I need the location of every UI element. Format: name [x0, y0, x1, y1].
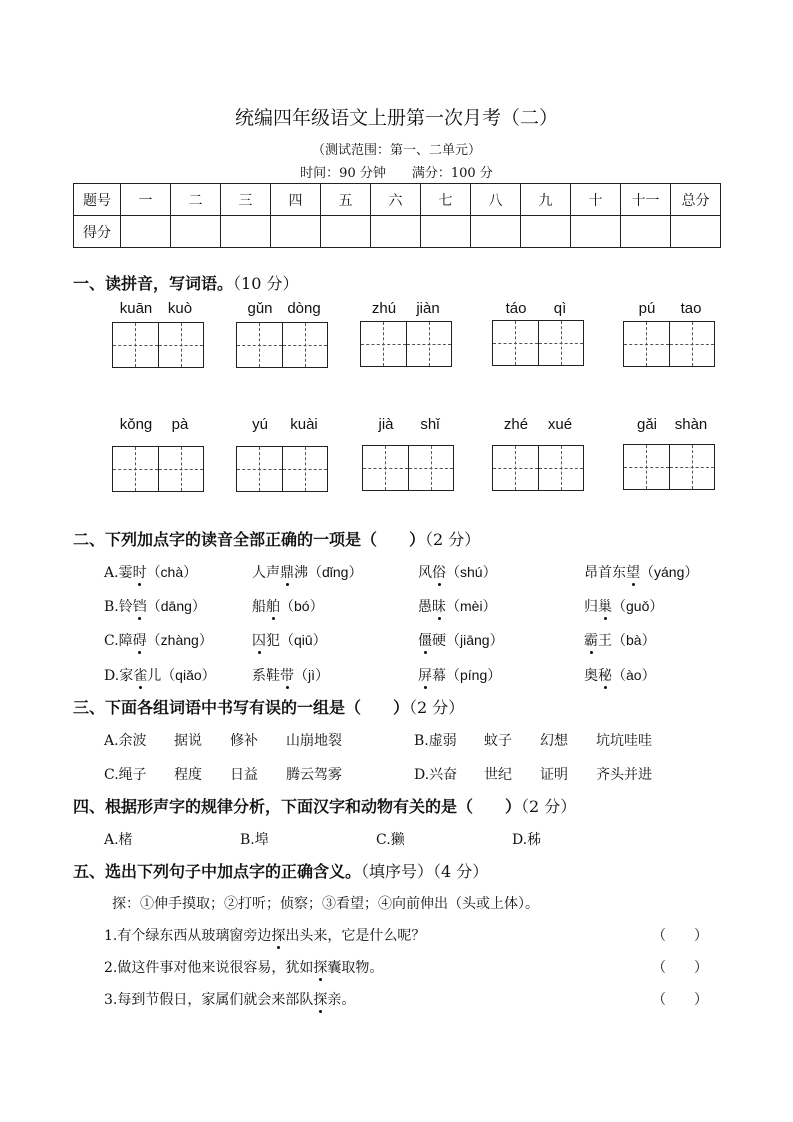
- score-input-cell[interactable]: [171, 216, 221, 248]
- section2-option: [252, 596, 324, 616]
- pinyin-syllable: dòng: [287, 300, 321, 317]
- option-word: 昂首东: [584, 565, 626, 581]
- sentence-3: [104, 989, 355, 1009]
- option-letter: B.: [104, 599, 119, 615]
- writing-grid[interactable]: [236, 446, 328, 492]
- section2-option: [418, 665, 501, 685]
- pinyin-syllable: zhú: [371, 300, 397, 317]
- option-word: 日益: [230, 767, 258, 783]
- pinyin-syllable: xué: [547, 416, 573, 433]
- option-pinyin: （zhàng）: [146, 632, 213, 648]
- option-word: 蚊子: [484, 733, 512, 749]
- option-word: 坑坑哇哇: [596, 733, 652, 749]
- dotted-char: 望: [626, 565, 640, 581]
- section2-option: [252, 665, 329, 685]
- pinyin-2: [236, 300, 328, 317]
- option-word: 硬: [432, 633, 446, 649]
- score-cell: 一: [121, 184, 171, 216]
- pinyin-syllable: kǒng: [119, 416, 153, 433]
- option-letter: C.: [104, 633, 119, 649]
- pinyin-10: [623, 416, 715, 433]
- answer-blank[interactable]: （ ）: [652, 928, 708, 944]
- score-cell: 题号: [74, 184, 121, 216]
- page-title: 统编四年级语文上册第一次月考（二）: [234, 107, 558, 129]
- option-pinyin: （shú）: [446, 564, 497, 580]
- section3-title: 三、下面各组词语中书写有误的一组是（ ）: [73, 698, 410, 717]
- pinyin-syllable: zhé: [503, 416, 529, 433]
- section4-title: 四、根据形声字的规律分析，下面汉字和动物有关的是（ ）: [73, 797, 522, 816]
- sentence-text: 3.每到节假日，家属们就会来部队: [104, 992, 314, 1008]
- option-word: 障: [118, 633, 133, 649]
- option-pinyin: （guǒ）: [612, 598, 664, 614]
- dotted-char: 探: [313, 992, 328, 1008]
- dotted-char: 俗: [432, 565, 446, 581]
- dotted-char: 探: [313, 960, 328, 976]
- option-word: 证明: [540, 767, 568, 783]
- option-word: 铃: [118, 599, 133, 615]
- section4-option-a[interactable]: A.楮: [104, 832, 133, 848]
- section2-points: （2 分）: [425, 530, 481, 549]
- exam-time: 时间：90 分钟: [300, 166, 386, 181]
- score-input-cell[interactable]: [671, 216, 721, 248]
- option-word: 风: [418, 565, 432, 581]
- option-letter: A.: [104, 565, 119, 581]
- sentence-1: [104, 925, 425, 945]
- pinyin-9: [492, 416, 584, 433]
- option-word: D.兴奋: [414, 767, 458, 783]
- pinyin-syllable: yú: [252, 416, 268, 433]
- pinyin-syllable: táo: [505, 300, 527, 317]
- score-cell: 十一: [621, 184, 671, 216]
- sentence-2: [104, 957, 383, 977]
- score-cell: 六: [371, 184, 421, 216]
- score-cell: 七: [421, 184, 471, 216]
- option-word: 犯: [266, 633, 280, 649]
- section2-option[interactable]: [104, 665, 216, 685]
- section2-option[interactable]: [104, 562, 197, 582]
- pinyin-syllable: kuò: [167, 300, 193, 317]
- option-word: 愚: [418, 599, 432, 615]
- dotted-char: 僵: [418, 633, 432, 649]
- pinyin-4: [492, 300, 584, 317]
- section2-heading: [73, 527, 480, 550]
- section2-option: [584, 630, 656, 650]
- option-word: 沸: [294, 565, 308, 581]
- pinyin-syllable: gǔn: [247, 300, 273, 317]
- sentence-text: 2.做这件事对他来说很容易，犹如: [104, 960, 314, 976]
- option-word: A.余波: [104, 733, 147, 749]
- option-word: 家: [119, 668, 134, 684]
- section1-points: （10 分）: [233, 274, 299, 293]
- full-score: 满分：100 分: [411, 166, 493, 181]
- dotted-char: 秘: [598, 668, 612, 684]
- section2-option: [252, 630, 327, 650]
- section2-option: [584, 562, 698, 582]
- option-word: 山崩地裂: [286, 733, 342, 749]
- pinyin-1: [112, 300, 204, 317]
- score-input-cell[interactable]: [571, 216, 621, 248]
- dotted-char: 舶: [266, 599, 280, 615]
- option-pinyin: （yáng）: [640, 564, 699, 580]
- option-word: 腾云驾雾: [286, 767, 342, 783]
- pinyin-syllable: shǐ: [420, 416, 440, 433]
- option-pinyin: （jì）: [294, 667, 329, 683]
- score-cell: 三: [221, 184, 271, 216]
- dotted-char: 铛: [132, 599, 147, 615]
- section1-title: 一、读拼音，写词语。: [73, 274, 234, 293]
- dotted-char: 时: [132, 565, 147, 581]
- option-pinyin: （qiǎo）: [161, 667, 216, 683]
- score-cell: 四: [271, 184, 321, 216]
- section2-option: [584, 596, 663, 616]
- option-pinyin: （píng）: [446, 667, 502, 683]
- pinyin-syllable: jiàn: [416, 300, 440, 317]
- score-row-label: 得分: [74, 216, 121, 248]
- section5-title: 五、选出下列句子中加点字的正确含义。: [73, 862, 362, 881]
- option-word: 儿: [147, 668, 162, 684]
- option-word: 世纪: [484, 767, 512, 783]
- score-input-cell[interactable]: [221, 216, 271, 248]
- score-cell: 五: [321, 184, 371, 216]
- option-word: 幻想: [540, 733, 568, 749]
- score-input-cell[interactable]: [421, 216, 471, 248]
- section4-option-b[interactable]: B.埠: [240, 832, 269, 848]
- pinyin-syllable: pú: [638, 300, 656, 317]
- pinyin-3: [360, 300, 452, 317]
- writing-grid[interactable]: [112, 446, 204, 492]
- pinyin-5: [623, 300, 715, 317]
- option-pinyin: （mèi）: [446, 598, 497, 614]
- option-word: 系鞋: [252, 668, 280, 684]
- section5-hint: （填序号）: [361, 862, 434, 881]
- sentence-text: 1.有个绿东西从玻璃窗旁边: [104, 928, 272, 944]
- option-word: B.虚弱: [414, 733, 457, 749]
- answer-blank[interactable]: （ ）: [652, 960, 708, 976]
- score-input-cell[interactable]: [521, 216, 571, 248]
- option-word: 齐头并进: [596, 767, 652, 783]
- option-word: 归: [584, 599, 598, 615]
- option-pinyin: （bó）: [280, 598, 324, 614]
- pinyin-syllable: kuān: [119, 300, 153, 317]
- writing-grid[interactable]: [492, 320, 584, 366]
- time-and-score: [0, 162, 793, 181]
- section2-option[interactable]: [104, 596, 206, 616]
- dotted-char: 探: [271, 928, 286, 944]
- dotted-char: 囚: [252, 633, 266, 649]
- section2-option: [418, 596, 497, 616]
- pinyin-syllable: pà: [171, 416, 189, 433]
- score-input-cell[interactable]: [321, 216, 371, 248]
- option-word: 船: [252, 599, 266, 615]
- section2-title: 二、下列加点字的读音全部正确的一项是（ ）: [73, 530, 426, 549]
- section4-option-d[interactable]: D.秭: [512, 832, 542, 848]
- pinyin-syllable: gǎi: [636, 416, 658, 433]
- section5-heading: [73, 859, 488, 882]
- section2-option: [418, 562, 497, 582]
- section2-option: [584, 665, 656, 685]
- answer-blank[interactable]: （ ）: [652, 992, 708, 1008]
- sentence-text: 囊取物。: [327, 960, 384, 976]
- option-letter: D.: [104, 668, 120, 684]
- option-pinyin: （chà）: [146, 564, 198, 580]
- meanings-list: 探：①伸手摸取；②打听；侦察；③看望；④向前伸出（头或上体）。: [112, 896, 539, 912]
- writing-grid[interactable]: [236, 322, 328, 368]
- dotted-char: 鼎: [280, 565, 294, 581]
- sentence-text: 出头来，它是什么呢？: [285, 928, 426, 944]
- sentence-text: 亲。: [327, 992, 356, 1008]
- option-word: C.绳子: [104, 767, 147, 783]
- option-word: 奥: [584, 668, 598, 684]
- section4-heading: [73, 794, 576, 817]
- score-input-cell[interactable]: [471, 216, 521, 248]
- score-cell: 八: [471, 184, 521, 216]
- writing-grid[interactable]: [623, 321, 715, 367]
- option-pinyin: （jiāng）: [446, 632, 504, 648]
- option-word: 人声: [252, 565, 280, 581]
- score-table: [73, 183, 721, 248]
- pinyin-6: [112, 416, 204, 433]
- dotted-char: 巢: [598, 599, 612, 615]
- score-input-cell[interactable]: [271, 216, 321, 248]
- section4-points: （2 分）: [521, 797, 577, 816]
- option-pinyin: （dāng）: [146, 598, 206, 614]
- pinyin-syllable: kuài: [290, 416, 318, 433]
- section2-option: [418, 630, 504, 650]
- writing-grid[interactable]: [623, 444, 715, 490]
- score-table-header-row: [74, 184, 721, 216]
- option-pinyin: （dǐng）: [308, 564, 363, 580]
- option-word: 据说: [174, 733, 202, 749]
- pinyin-7: [236, 416, 328, 433]
- pinyin-8: [362, 416, 454, 433]
- option-pinyin: （qiū）: [280, 632, 327, 648]
- score-input-cell[interactable]: [371, 216, 421, 248]
- score-cell: 二: [171, 184, 221, 216]
- option-pinyin: （ào）: [612, 667, 656, 683]
- writing-grid[interactable]: [362, 445, 454, 491]
- section2-option[interactable]: [104, 630, 213, 650]
- score-table-score-row: [74, 216, 721, 248]
- dotted-char: 碍: [132, 633, 147, 649]
- section2-option: [252, 562, 362, 582]
- pinyin-syllable: shàn: [674, 416, 708, 433]
- score-cell: 总分: [671, 184, 721, 216]
- option-word: 程度: [174, 767, 202, 783]
- section1-heading: [73, 271, 298, 294]
- section4-option-c[interactable]: C.獭: [376, 832, 405, 848]
- dotted-char: 屏: [418, 668, 432, 684]
- dotted-char: 雀: [133, 668, 148, 684]
- section5-points: （4 分）: [433, 862, 489, 881]
- option-word: 霎: [118, 565, 133, 581]
- writing-grid[interactable]: [112, 322, 204, 368]
- pinyin-syllable: tao: [680, 300, 702, 317]
- score-input-cell[interactable]: [121, 216, 171, 248]
- writing-grid[interactable]: [360, 321, 452, 367]
- score-cell: 九: [521, 184, 571, 216]
- score-cell: 十: [571, 184, 621, 216]
- section3-points: （2 分）: [409, 698, 465, 717]
- score-input-cell[interactable]: [621, 216, 671, 248]
- test-scope: （测试范围：第一、二单元）: [311, 143, 481, 158]
- dotted-char: 带: [280, 668, 294, 684]
- option-word: 王: [598, 633, 612, 649]
- pinyin-syllable: jià: [378, 416, 394, 433]
- pinyin-syllable: qì: [553, 300, 567, 317]
- section3-heading: [73, 695, 464, 718]
- option-pinyin: （bà）: [612, 632, 656, 648]
- option-word: 修补: [230, 733, 258, 749]
- option-word: 幕: [432, 668, 446, 684]
- dotted-char: 霸: [584, 633, 598, 649]
- writing-grid[interactable]: [492, 445, 584, 491]
- dotted-char: 昧: [432, 599, 446, 615]
